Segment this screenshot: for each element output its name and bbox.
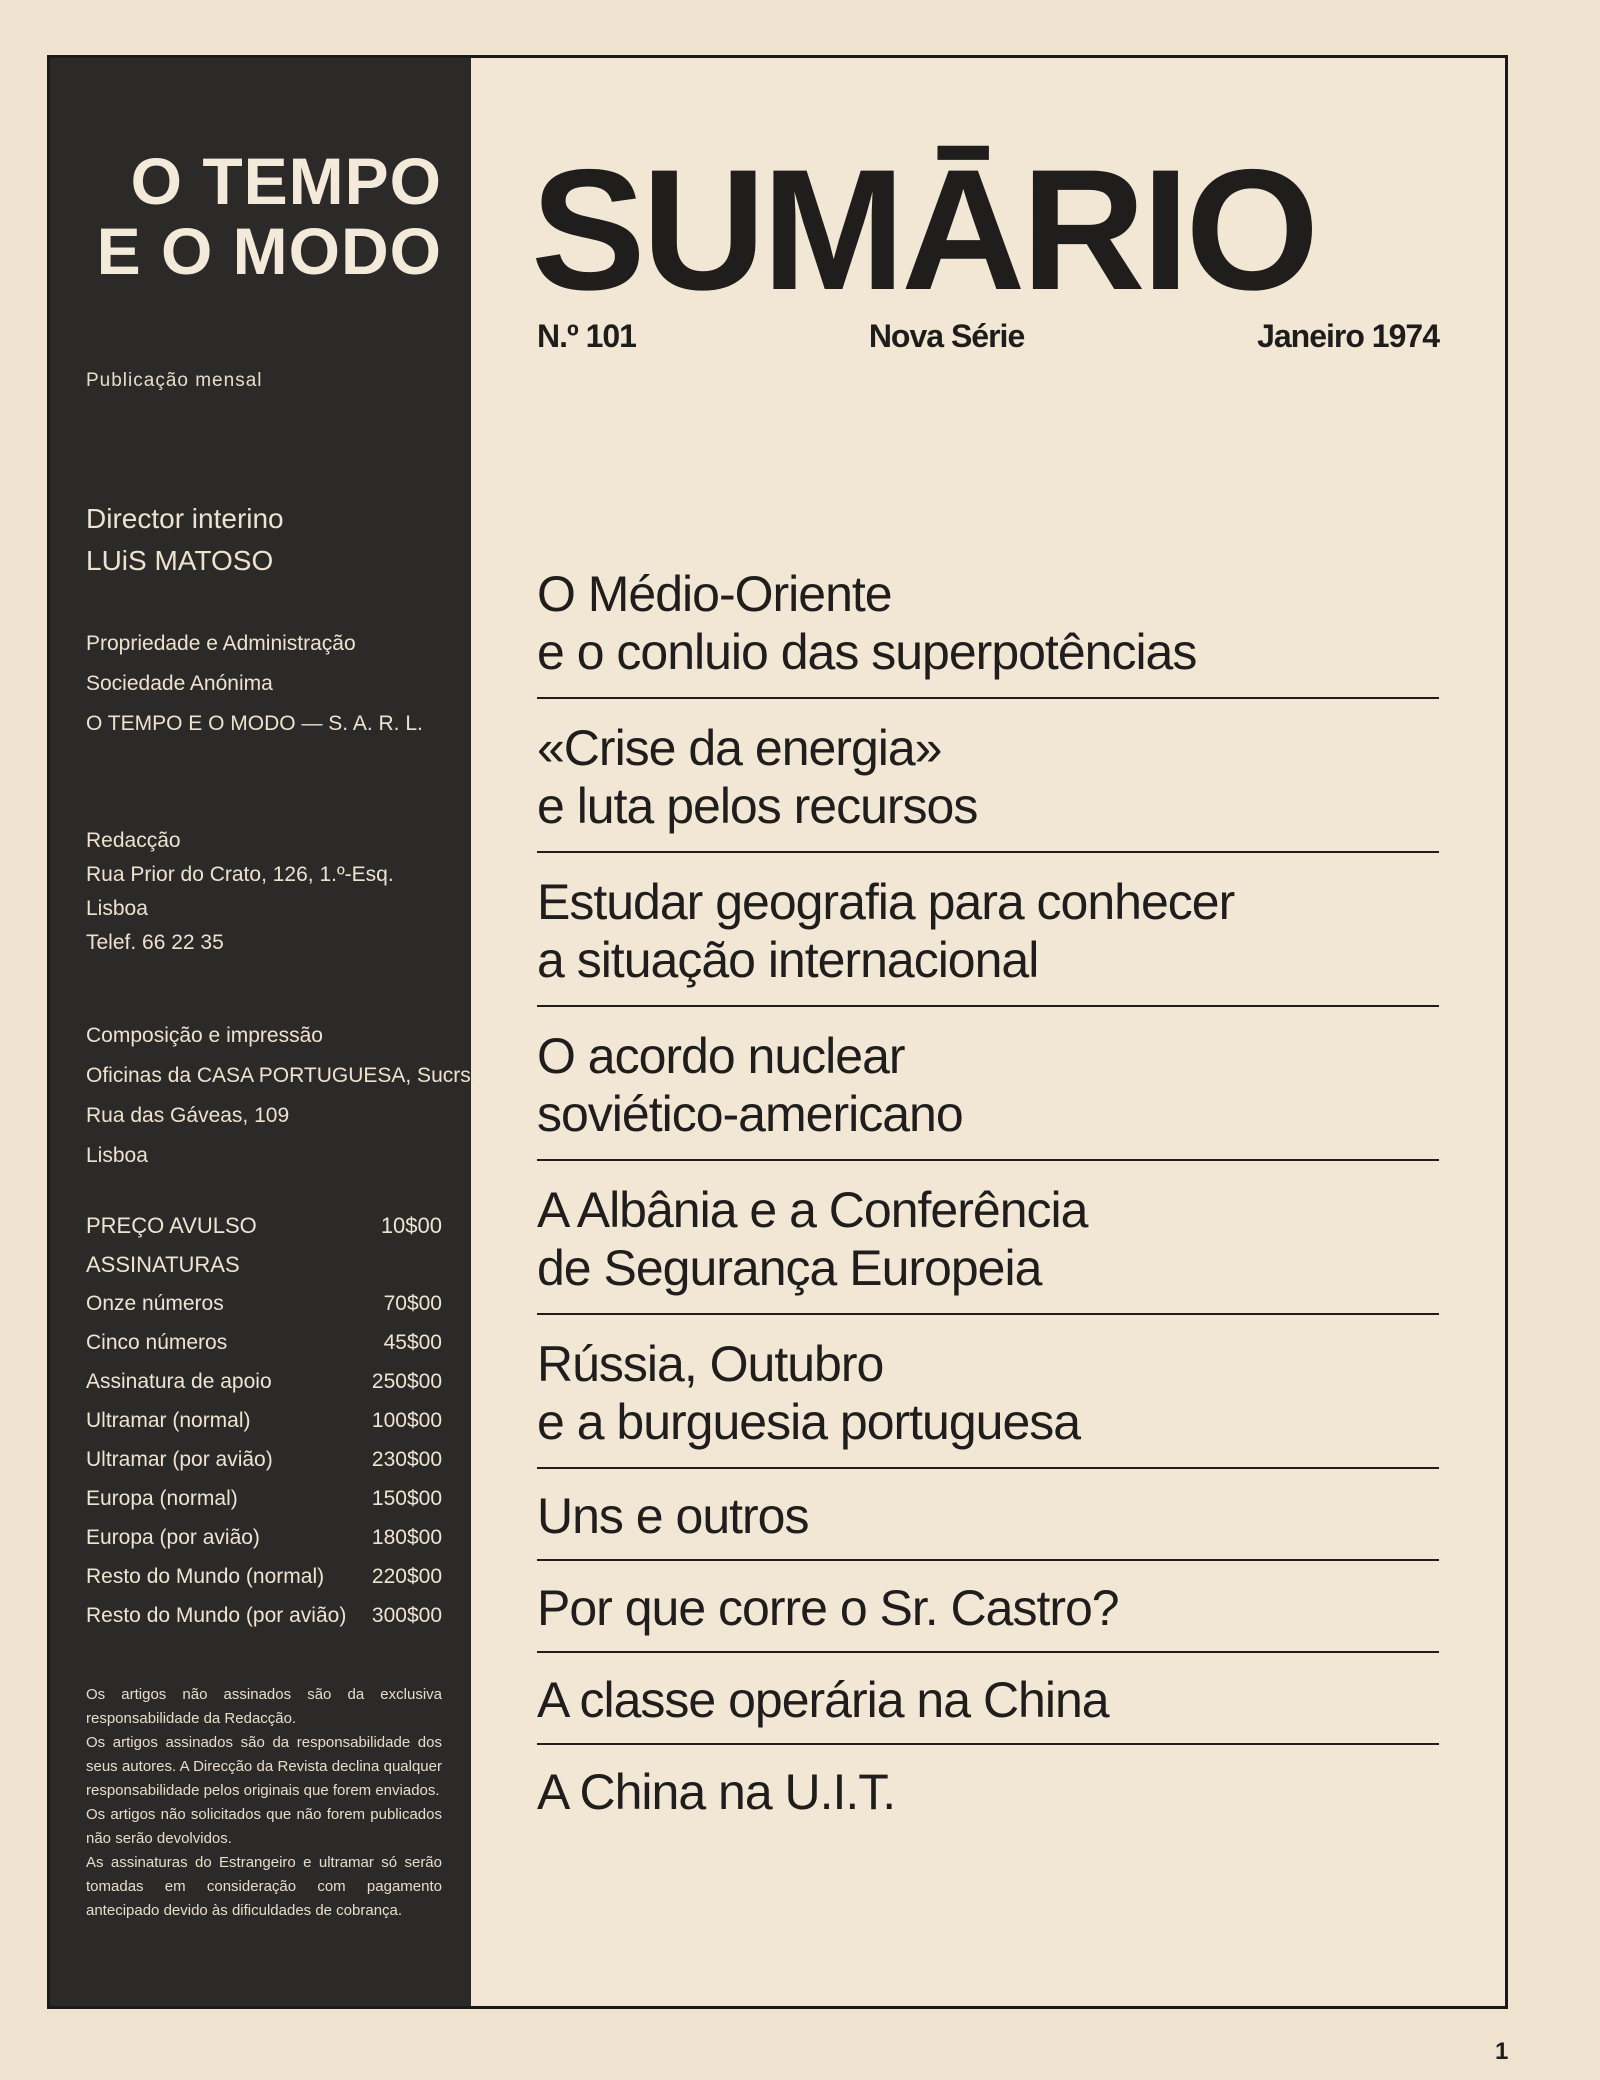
price-row xyxy=(86,1479,442,1518)
toc-entry-line: e a burguesia portuguesa xyxy=(537,1394,1081,1450)
price-row xyxy=(86,1596,442,1635)
price-label: PREÇO AVULSO xyxy=(86,1213,257,1238)
redaccao-block xyxy=(86,824,442,960)
toc-entry-line: A Albânia e a Conferência xyxy=(537,1182,1088,1238)
price-label: Assinatura de apoio xyxy=(86,1370,272,1393)
composicao-city: Lisboa xyxy=(86,1144,148,1167)
price-row xyxy=(86,1323,442,1362)
issue-date: Janeiro 1974 xyxy=(1257,318,1439,354)
toc-entry-line: a situação internacional xyxy=(537,932,1039,988)
toc-entry[interactable] xyxy=(537,545,1439,699)
price-row xyxy=(86,1440,442,1479)
masthead-line-1: O TEMPO xyxy=(130,144,442,218)
subscriptions-heading xyxy=(86,1245,442,1284)
price-row xyxy=(86,1362,442,1401)
director-block xyxy=(86,498,442,582)
redaccao-address: Rua Prior do Crato, 126, 1.º-Esq. xyxy=(86,863,394,886)
price-row xyxy=(86,1557,442,1596)
ownership-company: Sociedade Anónima xyxy=(86,672,273,695)
issue-info xyxy=(537,318,1439,355)
redaccao-phone: Telef. 66 22 35 xyxy=(86,931,224,954)
price-row xyxy=(86,1401,442,1440)
director-name: LUiS MATOSO xyxy=(86,545,274,576)
ownership-block xyxy=(86,624,442,744)
toc-entry[interactable] xyxy=(537,1469,1439,1561)
price-value: 150$00 xyxy=(371,1487,442,1510)
publication-frequency: Publicação mensal xyxy=(86,370,263,391)
price-row xyxy=(86,1284,442,1323)
price-label: Cinco números xyxy=(86,1331,228,1354)
toc-entry[interactable] xyxy=(537,1007,1439,1161)
disclaimer-paragraph: Os artigos não assinados são da exclusiva responsabilidade da Redacção. xyxy=(86,1686,442,1727)
price-value: 300$00 xyxy=(371,1604,442,1627)
disclaimer-paragraph: Os artigos assinados são da responsabilidade dos seus autores. A Direcção da Revista declina qualquer responsabilidade pelos originais que forem enviados. xyxy=(86,1734,442,1799)
price-row xyxy=(86,1518,442,1557)
director-label: Director interino xyxy=(86,503,284,534)
toc-entry[interactable] xyxy=(537,1745,1439,1835)
price-value: 230$00 xyxy=(371,1448,442,1471)
toc-entry[interactable] xyxy=(537,699,1439,853)
toc-entry-line: de Segurança Europeia xyxy=(537,1240,1042,1296)
price-value: 180$00 xyxy=(371,1526,442,1549)
price-value: 10$00 xyxy=(380,1213,442,1238)
toc-entry-line: e luta pelos recursos xyxy=(537,778,978,834)
price-row-single xyxy=(86,1206,442,1245)
toc-entry[interactable] xyxy=(537,1161,1439,1315)
toc-entry-line: O Médio-Oriente xyxy=(537,566,892,622)
price-label: Onze números xyxy=(86,1292,224,1315)
redaccao-city: Lisboa xyxy=(86,897,148,920)
toc-entry-line: A China na U.I.T. xyxy=(537,1764,896,1820)
issue-number: N.º 101 xyxy=(537,318,636,354)
masthead-logo xyxy=(86,146,442,286)
disclaimer-paragraph: As assinaturas do Estrangeiro e ultramar só serão tomadas em consideração com pagamento antecipado devido às dificuldades de cobrança. xyxy=(86,1854,442,1919)
price-value: 100$00 xyxy=(371,1409,442,1432)
toc-entry[interactable] xyxy=(537,1653,1439,1745)
page-frame xyxy=(47,55,1508,2009)
toc-entry-line: Uns e outros xyxy=(537,1488,809,1544)
price-label: Ultramar (por avião) xyxy=(86,1448,273,1471)
toc-entry[interactable] xyxy=(537,1561,1439,1653)
main-content xyxy=(471,58,1505,2006)
ownership-name: O TEMPO E O MODO — S. A. R. L. xyxy=(86,712,423,735)
composicao-printer: Oficinas da CASA PORTUGUESA, Sucrs. xyxy=(86,1064,477,1087)
toc-entry-line: soviético-americano xyxy=(537,1086,963,1142)
toc-entry-line: «Crise da energia» xyxy=(537,720,942,776)
toc-entry-line: Rússia, Outubro xyxy=(537,1336,884,1392)
price-value: 220$00 xyxy=(371,1565,442,1588)
price-value: 45$00 xyxy=(383,1331,442,1354)
price-label: Europa (por avião) xyxy=(86,1526,260,1549)
toc-entry-line: Por que corre o Sr. Castro? xyxy=(537,1580,1119,1636)
page-title: SUMĀRIO xyxy=(531,134,1316,326)
price-label: Europa (normal) xyxy=(86,1487,238,1510)
toc-entry[interactable] xyxy=(537,853,1439,1007)
disclaimer xyxy=(86,1683,442,1923)
subscriptions-label: ASSINATURAS xyxy=(86,1252,240,1277)
toc-entry-line: e o conluio das superpotências xyxy=(537,624,1197,680)
toc-entry-line: Estudar geografia para conhecer xyxy=(537,874,1235,930)
sidebar xyxy=(50,58,477,2006)
toc-entry-line: O acordo nuclear xyxy=(537,1028,905,1084)
masthead-line-2: E O MODO xyxy=(96,214,442,288)
page-number: 1 xyxy=(1495,2038,1509,2065)
price-value: 70$00 xyxy=(383,1292,442,1315)
composicao-address: Rua das Gáveas, 109 xyxy=(86,1104,290,1127)
price-label: Resto do Mundo (normal) xyxy=(86,1565,325,1588)
ownership-label: Propriedade e Administração xyxy=(86,632,356,655)
table-of-contents xyxy=(537,545,1439,1835)
toc-entry-line: A classe operária na China xyxy=(537,1672,1109,1728)
toc-entry[interactable] xyxy=(537,1315,1439,1469)
composicao-block xyxy=(86,1016,477,1176)
composicao-label: Composição e impressão xyxy=(86,1024,323,1047)
price-label: Ultramar (normal) xyxy=(86,1409,251,1432)
price-value: 250$00 xyxy=(371,1370,442,1393)
price-label: Resto do Mundo (por avião) xyxy=(86,1604,347,1627)
redaccao-label: Redacção xyxy=(86,829,181,852)
issue-series: Nova Série xyxy=(868,318,1025,354)
disclaimer-paragraph: Os artigos não solicitados que não forem publicados não serão devolvidos. xyxy=(86,1806,442,1847)
price-list xyxy=(86,1206,442,1635)
